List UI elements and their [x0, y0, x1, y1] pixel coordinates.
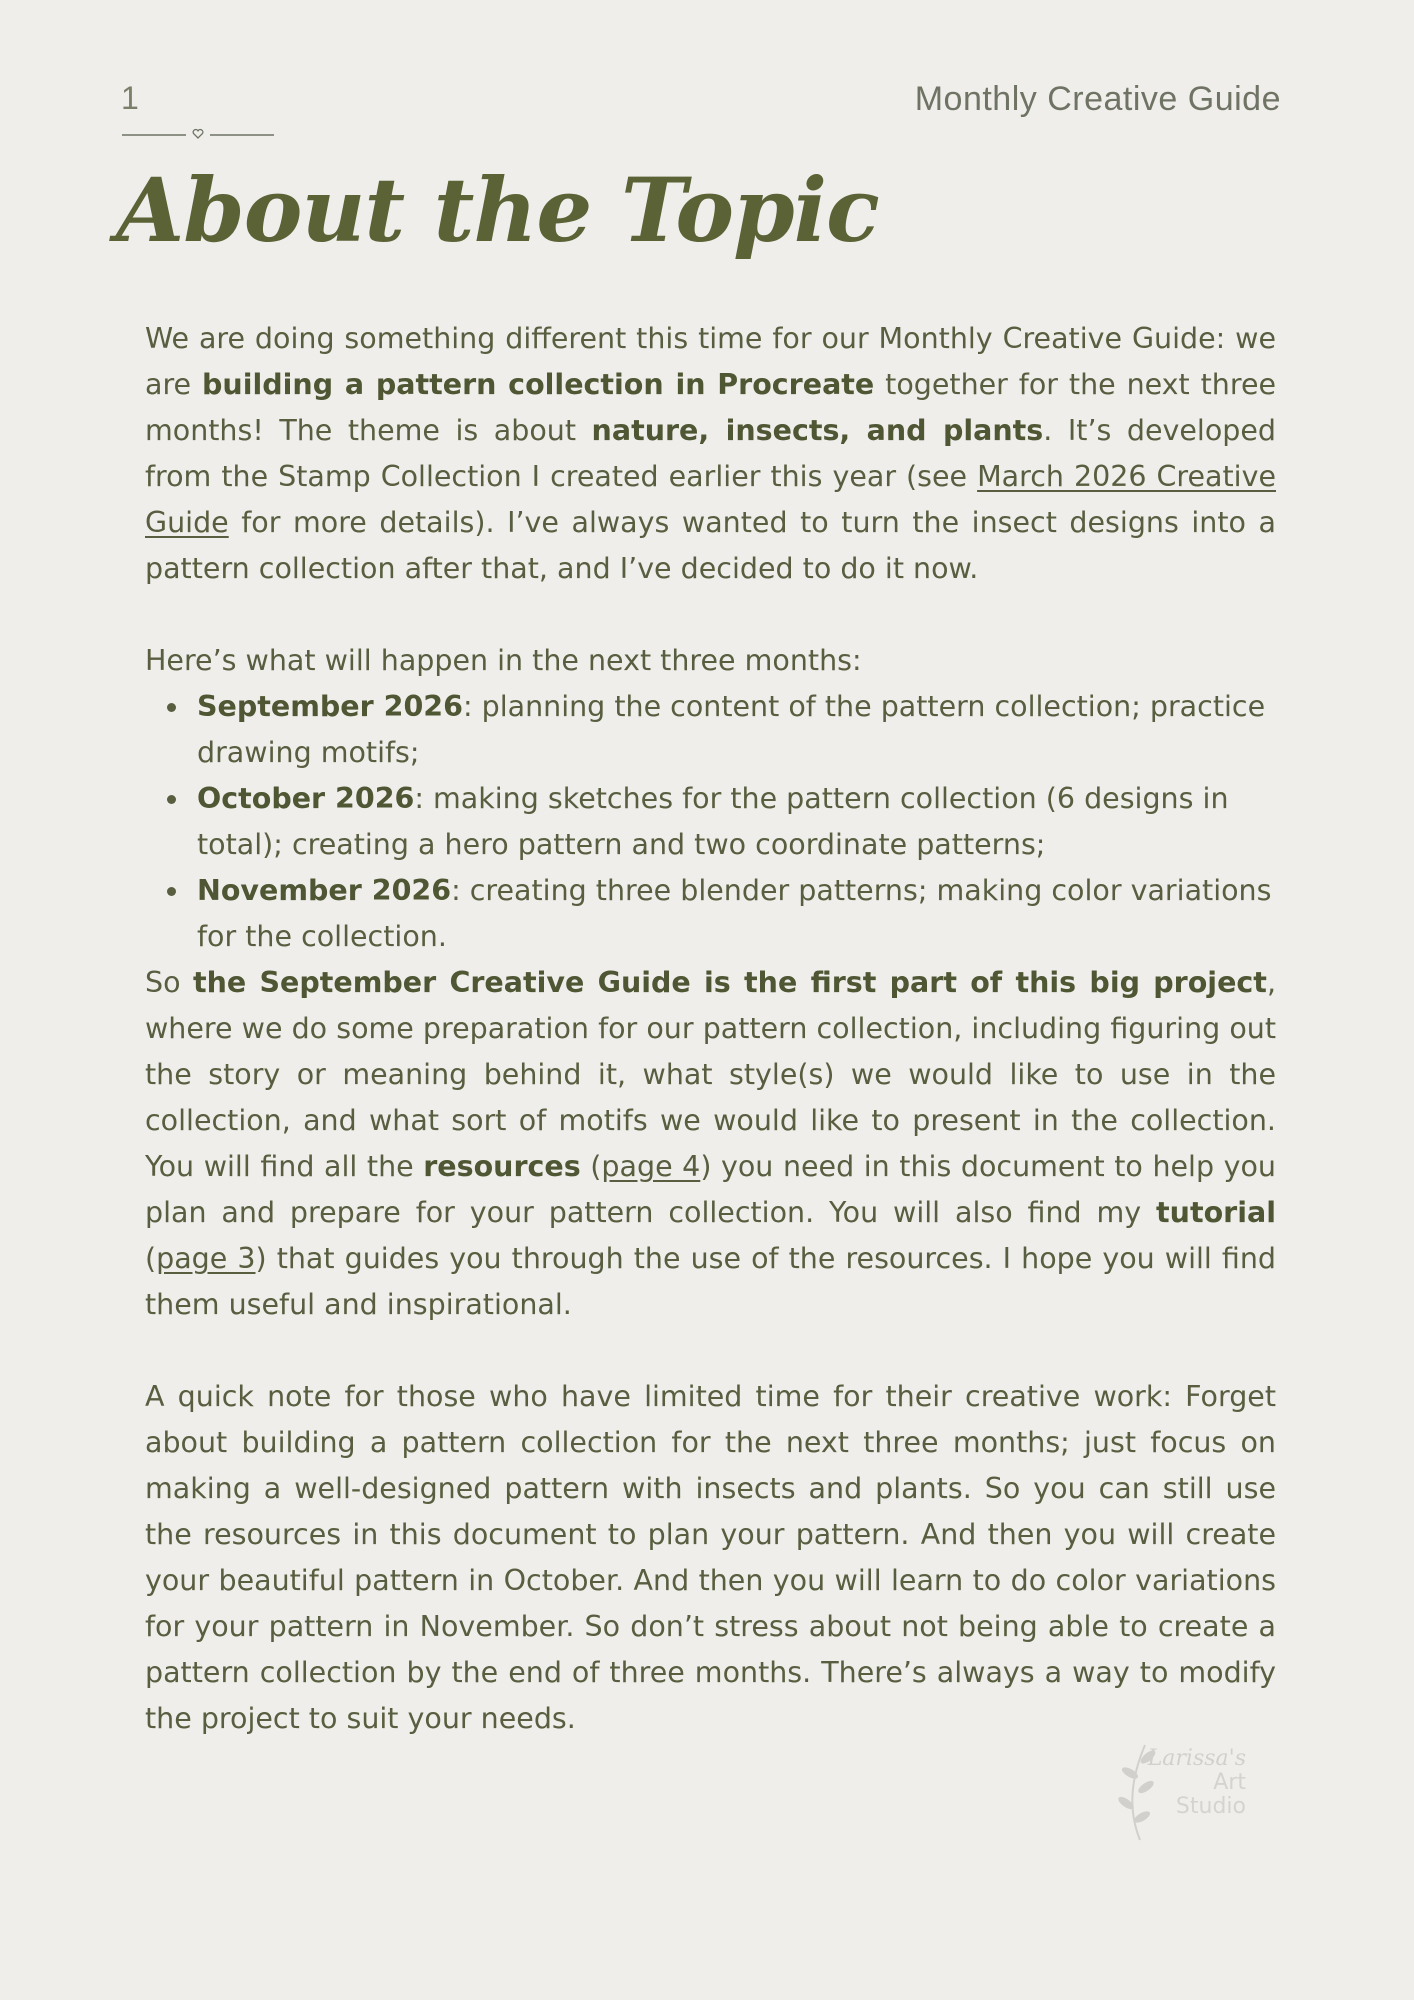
list-item-text: : planning the content of the pattern collection; practice drawing motifs;: [197, 690, 1266, 769]
quick-note-paragraph: A quick note for those who have limited time for their creative work: Forget about building a pattern collection for the next three months; just focus on making a well-designed pattern with insects and plants. So you can still use the resources in this document to plan your pattern. And then you will create your beautiful pattern in October. And then you will learn to do color variations for your pattern in November. So don’t stress about not being able to create a pattern collection by the end of three months. There’s always a way to modify the project to suit your needs.: [145, 1380, 1276, 1735]
page-heading: About the Topic: [116, 158, 879, 262]
schedule-section: [145, 638, 1276, 960]
studio-logo-watermark: [1100, 1735, 1260, 1845]
month-label: November 2026: [197, 874, 452, 907]
text-span: , where we do some preparation for our pattern collection, including figuring out the story or meaning behind it, what style(s) we would like to use in the collection, and what sort of motifs we would like to present in the collection. You will find all the: [145, 966, 1276, 1183]
heart-divider-icon: [122, 128, 274, 140]
page-4-link[interactable]: page 4: [601, 1150, 701, 1183]
text-span: together for the next three months! The theme is about: [145, 368, 1277, 447]
month-label: September 2026: [197, 690, 463, 723]
watermark-line: Art: [1213, 1770, 1246, 1795]
list-item-text: : creating three blender patterns; making color variations for the collection.: [197, 874, 1272, 953]
text-span: . It’s developed from the Stamp Collection I created earlier this year (see: [145, 414, 1276, 493]
march-guide-link[interactable]: March 2026 Creative Guide: [145, 460, 1276, 539]
watermark-name: Larissa's: [1147, 1746, 1246, 1771]
main-content: [145, 316, 1276, 1742]
watermark-sub: [1176, 1771, 1246, 1819]
list-item-text: : making sketches for the pattern collection (6 designs in total); creating a hero pattern and two coordinate patterns;: [197, 782, 1229, 861]
project-paragraph: [145, 960, 1276, 1328]
text-span: (: [145, 1242, 157, 1275]
text-span: We are doing something different this time for our Monthly Creative Guide: we are: [145, 322, 1276, 401]
text-span: (: [580, 1150, 602, 1183]
bold-text: resources: [423, 1150, 581, 1183]
list-item: [197, 776, 1276, 868]
bold-text: nature, insects, and plants: [591, 414, 1044, 447]
text-span: ) that guides you through the use of the resources. I hope you will find them useful and inspirational.: [145, 1242, 1277, 1321]
schedule-intro: Here’s what will happen in the next three months:: [145, 644, 862, 677]
text-span: So: [145, 966, 193, 999]
page-3-link[interactable]: page 3: [156, 1242, 256, 1275]
list-item: [197, 868, 1276, 960]
text-span: ) you need in this document to help you plan and prepare for your pattern collection. You will also find my: [145, 1150, 1276, 1229]
header-title: Monthly Creative Guide: [914, 80, 1281, 118]
text-span: for more details). I’ve always wanted to turn the insect designs into a pattern collection after that, and I’ve decided to do it now.: [145, 506, 1276, 585]
page-number: 1: [121, 80, 139, 116]
intro-paragraph: [145, 316, 1276, 592]
month-label: October 2026: [197, 782, 415, 815]
bold-text: building a pattern collection in Procreate: [202, 368, 875, 401]
schedule-list: [145, 684, 1276, 960]
bold-text: the September Creative Guide is the first part of this big project: [192, 966, 1267, 999]
watermark-line: Studio: [1175, 1794, 1246, 1819]
list-item: [197, 684, 1276, 776]
bold-text: tutorial: [1156, 1196, 1276, 1229]
